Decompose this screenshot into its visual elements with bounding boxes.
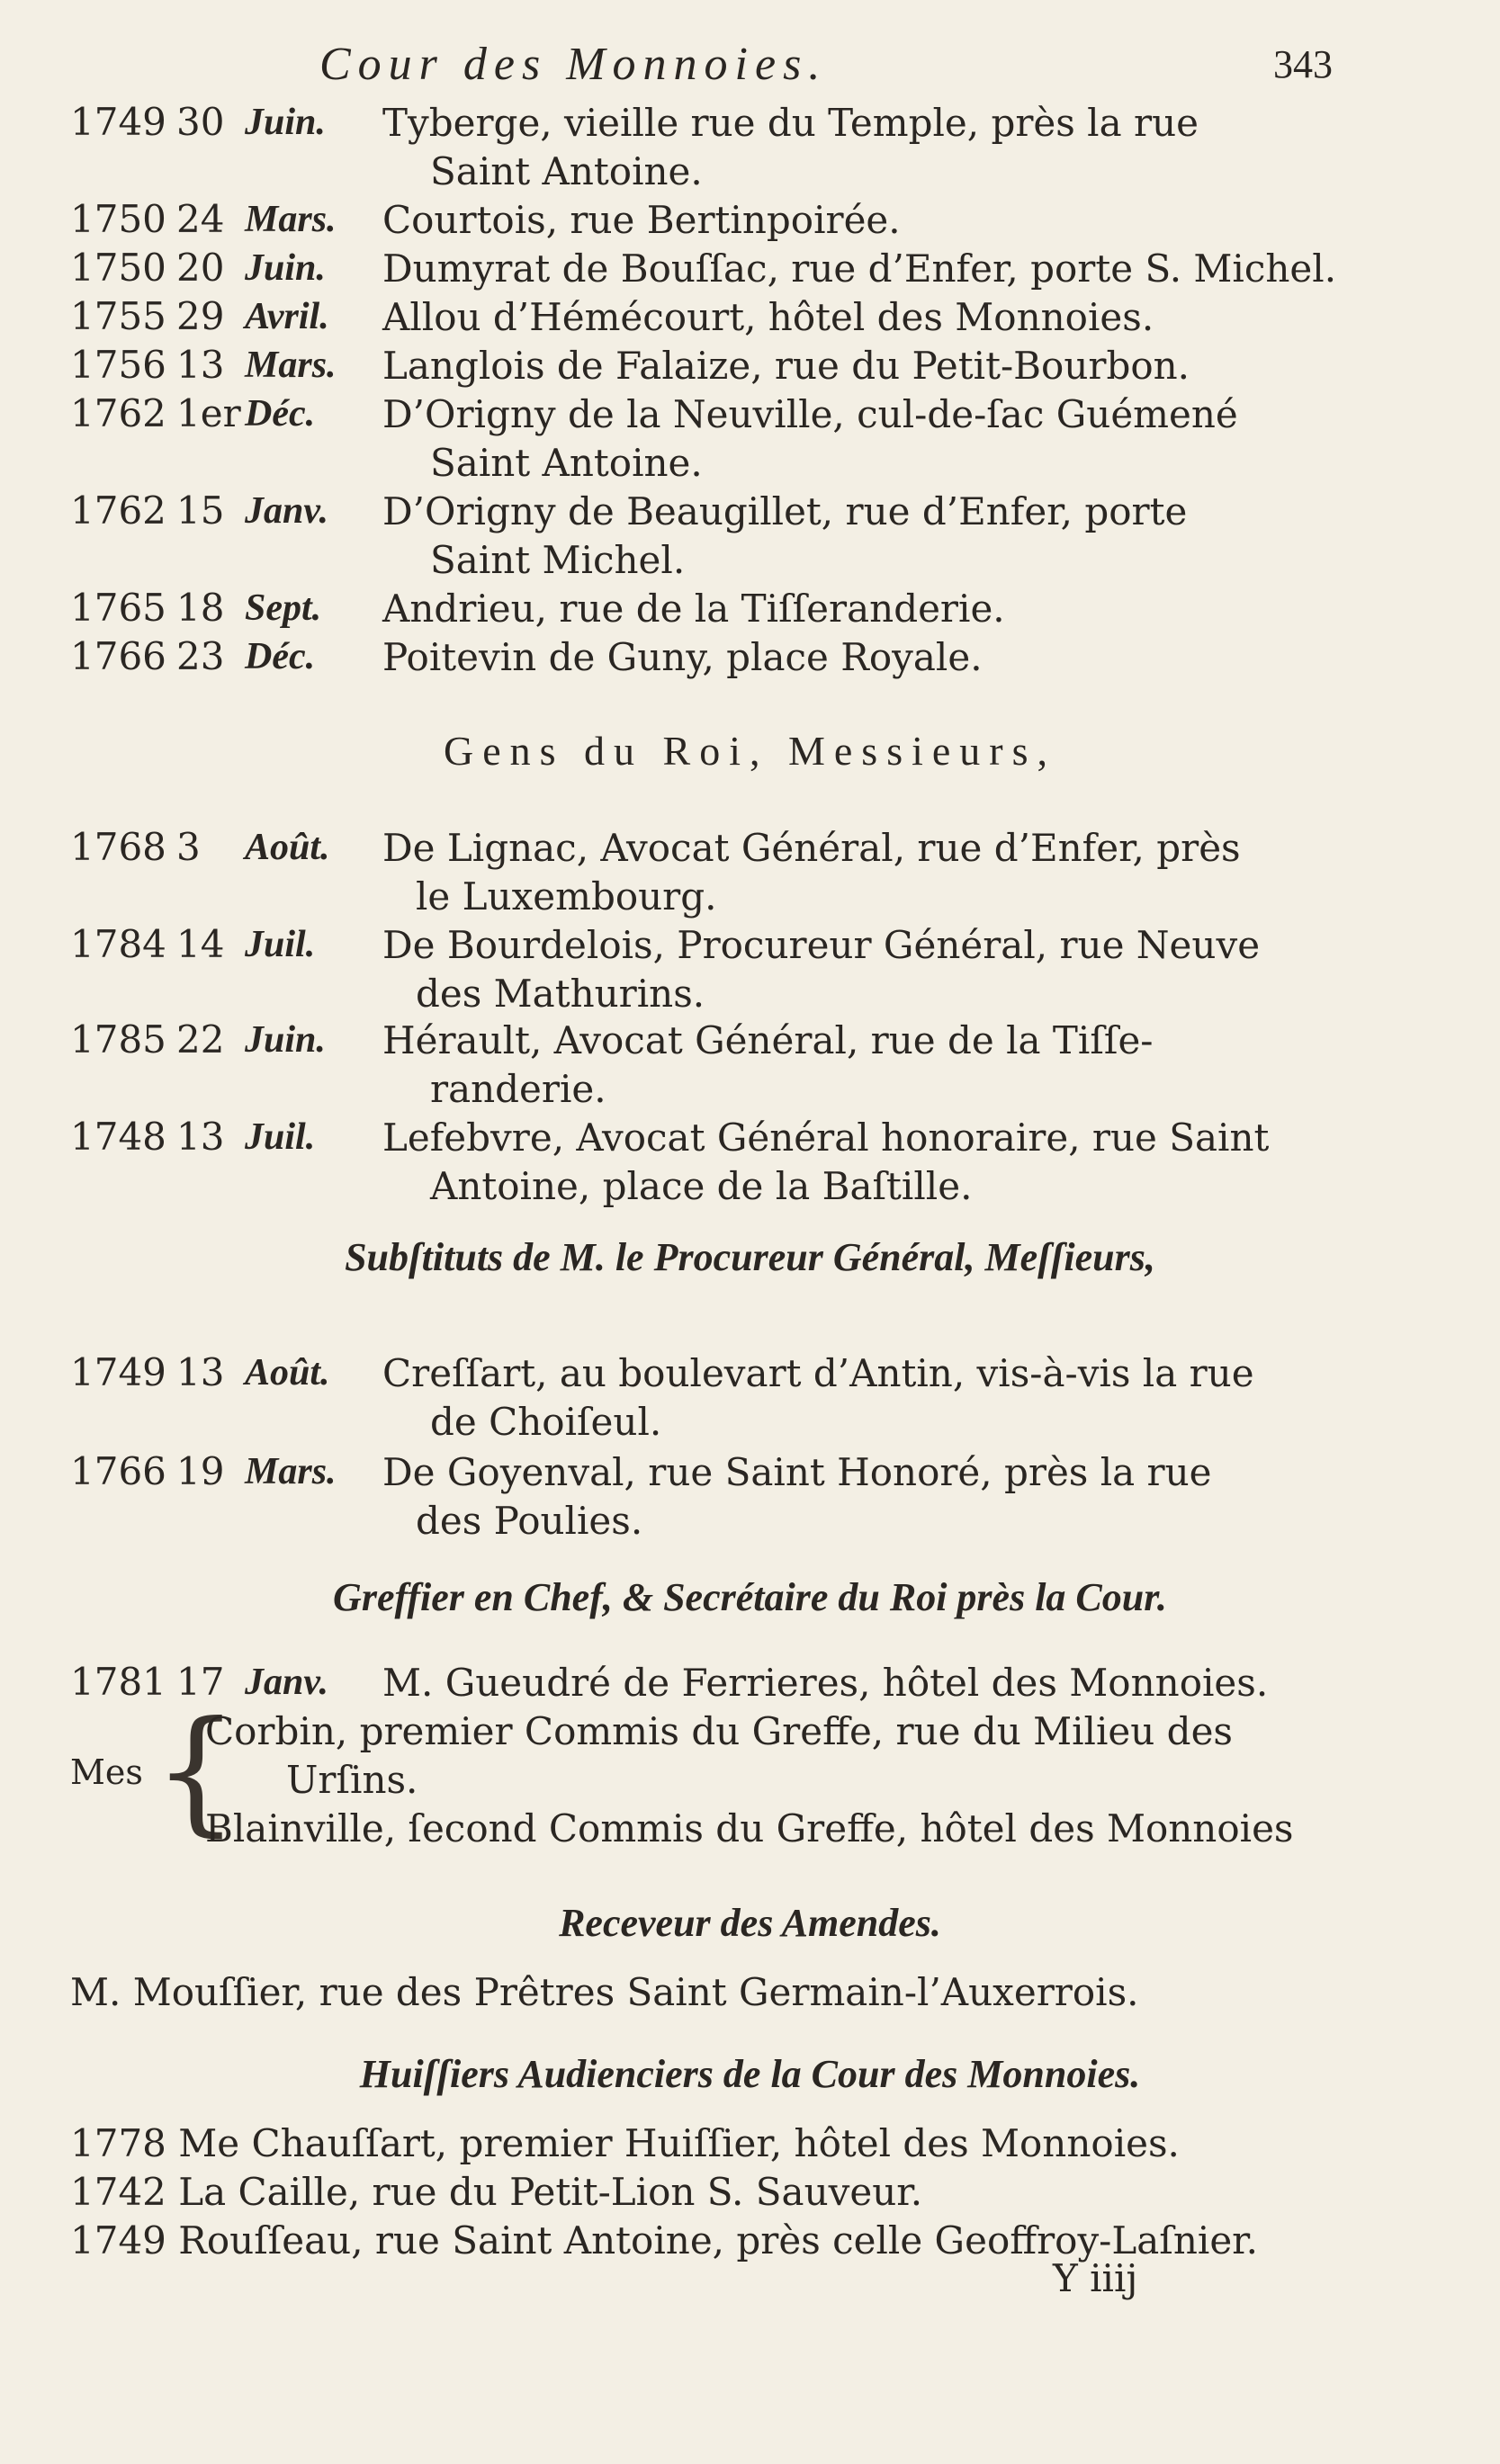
- entry-day: 17: [176, 1660, 225, 1704]
- entry-day: 30: [176, 100, 225, 144]
- entry-text: D’Origny de la Neuville, cul-de-ſac Guémené: [382, 392, 1238, 436]
- huissier-line: 1742 La Caille, rue du Petit-Lion S. Sauveur.: [70, 2170, 923, 2214]
- entry-row: [0, 1114, 1500, 1213]
- entry-continuation: des Poulies.: [416, 1499, 643, 1543]
- entry-day: 24: [176, 197, 225, 241]
- receveur-line: M. Mouſſier, rue des Prêtres Saint Germain-l’Auxerrois.: [70, 1970, 1139, 2014]
- commis-group: [70, 1693, 1348, 1860]
- entry-month: Juil.: [245, 1116, 316, 1158]
- entry-text: De Lignac, Avocat Général, rue d’Enfer, près: [382, 826, 1241, 870]
- entry-month: Août.: [245, 1352, 330, 1393]
- entry-continuation: le Luxembourg.: [416, 874, 717, 918]
- entry-row: [0, 1448, 1500, 1547]
- entry-month: Mars.: [245, 199, 337, 240]
- entry-year: 1755: [70, 294, 166, 338]
- entry-year: 1784: [70, 922, 166, 966]
- entry-year: 1749: [70, 100, 166, 144]
- entry-text: M. Gueudré de Ferrieres, hôtel des Monnoies.: [382, 1661, 1269, 1705]
- commis-line: Urſins.: [286, 1758, 418, 1802]
- entry-text: De Bourdelois, Procureur Général, rue Neuve: [382, 923, 1261, 967]
- entry-text: Courtois, rue Bertinpoirée.: [382, 198, 901, 242]
- entry-day: 23: [176, 634, 225, 678]
- entry-row: [0, 488, 1500, 587]
- entry-text: Dumyrat de Bouſſac, rue d’Enfer, porte S. Michel.: [382, 246, 1337, 291]
- section-heading-greffier: Greffier en Chef, & Secrétaire du Roi près la Cour.: [333, 1575, 1167, 1619]
- entry-text: Andrieu, rue de la Tiſſeranderie.: [382, 587, 1005, 631]
- entry-row: [0, 1349, 1500, 1448]
- entry-text: Poitevin de Guny, place Royale.: [382, 635, 983, 679]
- entry-year: 1768: [70, 825, 166, 869]
- entry-day: 20: [176, 246, 225, 290]
- entry-year: 1785: [70, 1017, 166, 1062]
- entry-month: Avril.: [245, 296, 329, 337]
- entry-year: 1762: [70, 391, 166, 435]
- entry-year: 1766: [70, 1449, 166, 1493]
- section-heading-substituts: Subſtituts de M. le Procureur Général, Meſſieurs,: [345, 1235, 1155, 1279]
- entry-continuation: Saint Antoine.: [430, 149, 703, 193]
- entry-year: 1749: [70, 1350, 166, 1394]
- huissier-line: 1749 Rouſſeau, rue Saint Antoine, près celle Geoffroy-Laſnier.: [70, 2218, 1258, 2262]
- huissier-line: 1778 Me Chauſſart, premier Huiſſier, hôtel des Monnoies.: [70, 2121, 1180, 2165]
- entry-row: [0, 824, 1500, 923]
- entry-day: 13: [176, 343, 225, 387]
- entry-continuation: Saint Antoine.: [430, 441, 703, 485]
- running-title: Cour des Monnoies.: [319, 39, 828, 90]
- messieurs-label: Mes: [70, 1752, 143, 1792]
- curly-brace: {: [153, 1693, 239, 1850]
- entry-continuation: Saint Michel.: [430, 538, 686, 582]
- entry-day: 29: [176, 294, 225, 338]
- commis-line: Blainville, ſecond Commis du Greffe, hôtel des Monnoies: [205, 1806, 1294, 1850]
- entry-month: Mars.: [245, 345, 337, 386]
- entry-row: [0, 921, 1500, 1020]
- entry-day: 19: [176, 1449, 225, 1493]
- entry-day: 13: [176, 1115, 225, 1159]
- entry-text: Tyberge, vieille rue du Temple, près la rue: [382, 101, 1199, 145]
- entry-year: 1756: [70, 343, 166, 387]
- entry-day: 22: [176, 1017, 225, 1062]
- signature-mark: Y iiij: [1053, 2256, 1138, 2300]
- entry-text: D’Origny de Beaugillet, rue d’Enfer, porte: [382, 489, 1188, 533]
- entry-row: [0, 633, 1500, 732]
- entry-month: Déc.: [245, 393, 316, 435]
- entry-continuation: de Choiſeul.: [430, 1400, 662, 1444]
- entry-month: Janv.: [245, 1662, 328, 1703]
- entry-continuation: des Mathurins.: [416, 972, 705, 1016]
- entry-text: Hérault, Avocat Général, rue de la Tiſſe-: [382, 1018, 1154, 1062]
- entry-day: 15: [176, 488, 225, 533]
- entry-year: 1750: [70, 246, 166, 290]
- entry-month: Août.: [245, 827, 330, 868]
- entry-continuation: randerie.: [430, 1067, 606, 1111]
- entry-day: 1er: [176, 391, 241, 435]
- entry-year: 1762: [70, 488, 166, 533]
- entry-text: Allou d’Hémécourt, hôtel des Monnoies.: [382, 295, 1154, 339]
- entry-year: 1781: [70, 1660, 166, 1704]
- entry-year: 1766: [70, 634, 166, 678]
- entry-day: 18: [176, 586, 225, 630]
- entry-day: 13: [176, 1350, 225, 1394]
- entry-month: Juin.: [245, 1019, 326, 1061]
- entry-month: Sept.: [245, 587, 322, 629]
- entry-month: Déc.: [245, 636, 316, 677]
- section-heading-gens-du-roi: Gens du Roi, Messieurs,: [443, 728, 1057, 774]
- page-header: [0, 29, 1500, 92]
- entry-text: Langlois de Falaize, rue du Petit-Bourbon.: [382, 344, 1190, 388]
- entry-month: Mars.: [245, 1451, 337, 1492]
- section-heading-huissiers: Huiſſiers Audienciers de la Cour des Monnoies.: [359, 2052, 1141, 2096]
- entry-month: Juin.: [245, 102, 326, 143]
- entry-row: [0, 390, 1500, 489]
- entry-month: Juin.: [245, 247, 326, 289]
- entry-month: Janv.: [245, 490, 328, 532]
- section-heading-receveur: Receveur des Amendes.: [559, 1901, 941, 1945]
- commis-lines: [205, 1707, 1375, 1853]
- entry-text: Lefebvre, Avocat Général honoraire, rue Saint: [382, 1116, 1270, 1160]
- entry-day: 14: [176, 922, 225, 966]
- entry-text: De Goyenval, rue Saint Honoré, près la rue: [382, 1450, 1212, 1494]
- entry-continuation: Antoine, place de la Baſtille.: [430, 1164, 973, 1208]
- entry-row: [0, 99, 1500, 198]
- entry-text: Creſſart, au boulevart d’Antin, vis-à-vis la rue: [382, 1351, 1254, 1395]
- entry-day: 3: [176, 825, 201, 869]
- entry-row: [0, 1017, 1500, 1116]
- entry-year: 1748: [70, 1115, 166, 1159]
- page-number: 343: [1273, 42, 1333, 86]
- entry-month: Juil.: [245, 924, 316, 965]
- entry-year: 1765: [70, 586, 166, 630]
- commis-line: Corbin, premier Commis du Greffe, rue du Milieu des: [205, 1709, 1233, 1753]
- entry-year: 1750: [70, 197, 166, 241]
